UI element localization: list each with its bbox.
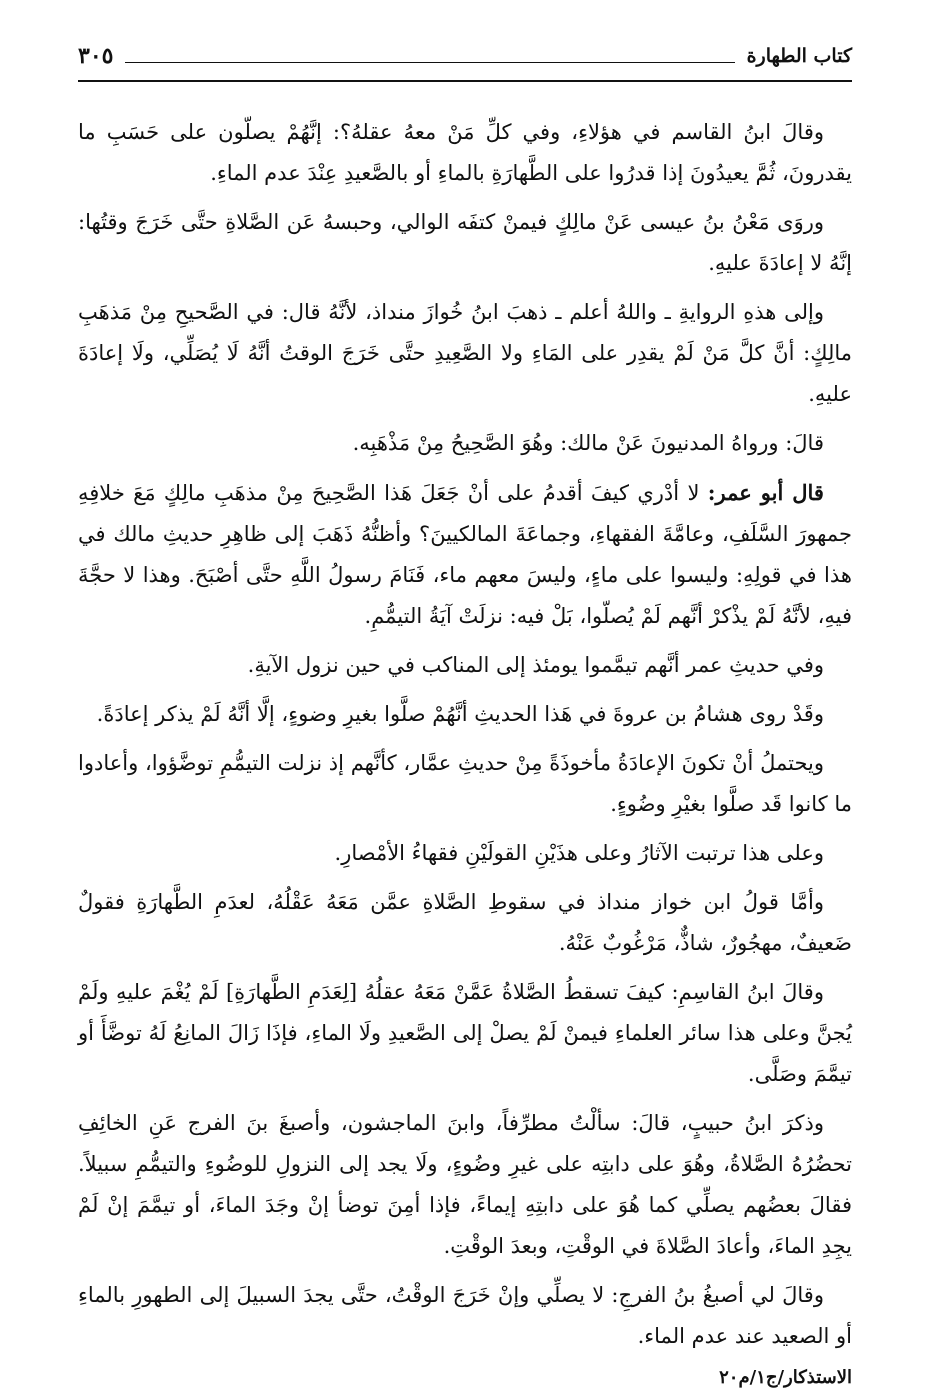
paragraph: قال أبو عمر: لا أدْري كيفَ أقدمُ على أنْ جَعَلَ هَذا الصَّحِيحَ مِنْ مذهَبِ مالِكٍ مَعَ خلافِهِ جمهورَ السَّلَفِ، وعامَّةَ الفقهاءِ، وجماعَةَ المالكيينَ؟ وأظنُّهُ ذَهَبَ إلى ظاهِرِ حديثِ مالك في هذا في قولِهِ: وليسوا على ماءٍ، وليسَ معهم ماء، فَنَامَ رسولُ اللَّهِ حتَّى أصْبَحَ. وهذا لا حجَّةَ فيهِ، لأنَّهُ لَمْ يذْكرْ أنَّهم لَمْ يُصلّوا، بَلْ فيه: نزلَتْ آيَةُ التيمُّمِ. xyxy=(78,480,852,628)
paragraph: وقَدْ روى هشامُ بن عروةَ في هَذا الحديثِ أنَّهُمْ صلَّوا بغيرِ وضوءٍ، إلَّا أنَّهُ لَمْ يذكر إعادَةً. xyxy=(96,702,824,726)
paragraph: ويحتملُ أنْ تكونَ الإعادَةُ مأخوذَةً مِنْ حديثِ عمَّار، كأنَّهم إذ نزلت التيمُّمِ توضَّؤوا، وأعادوا ما كانوا قَد صلَّوا بغيْرِ وضُوءٍ. xyxy=(78,751,852,816)
paragraph: وروَى مَعْنُ بنُ عيسى عَنْ مالِكٍ فيمنْ كتفَه الوالي، وحبسهُ عَن الصَّلاةِ حتَّى خَرَجَ وقتُها: إنَّهُ لا إعادَةَ عليهِ. xyxy=(78,210,852,275)
paragraph: وقالَ ابنُ القاسم في هؤلاءِ، وفي كلِّ مَنْ معهُ عقلهُ؟: إنَّهُمْ يصلّون على حَسَبِ ما يقدرونَ، ثُمَّ يعيدُونَ إذا قدرُوا على الطَّهارَةِ بالماءِ أو بالصَّعيدِ عِنْدَ عدم الماءِ. xyxy=(78,120,852,185)
main-text xyxy=(78,112,852,1365)
paragraph: وقالَ ابنُ القاسِمِ: كيفَ تسقطُ الصَّلاةُ عَمَّنْ مَعَهُ عقلُهُ [لِعَدَمِ الطَّهارَةِ] لَمْ يُغْمَ عليهِ ولَمْ يُجنَّ وعلى هذا سائر العلماءِ فيمنْ لَمْ يصلْ إلى الصَّعيدِ ولَا الماءِ، فإذَا زَالَ المانِعُ لَهُ توضَّأَ أو تيمَّمَ وصَلَّى. xyxy=(78,980,852,1086)
paragraph: وأمَّا قولُ ابن خواز منداذ في سقوطِ الصَّلاةِ عمَّن مَعَهُ عَقْلُهُ، لعدَمِ الطَّهارَةِ فقولٌ ضَعيفٌ، مهجُورٌ، شاذٌّ، مَرْغُوبٌ عَنْهُ. xyxy=(78,890,852,955)
paragraph: وقالَ لي أصبغُ بنُ الفرجِ: لا يصلِّي وإنْ خَرَجَ الوقْتُ، حتَّى يجدَ السبيلَ إلى الطهورِ بالماءِ أو الصعيد عند عدم الماء. xyxy=(78,1283,852,1348)
speaker-label: قال أبو عمر: xyxy=(707,480,824,505)
printer-signature: الاستذكار/ج١/م٢٠ xyxy=(719,1367,852,1388)
running-title: كتاب الطهارة xyxy=(746,45,852,67)
paragraph: وفي حديثِ عمر أنَّهم تيمَّموا يومئذ إلى المناكب في حين نزول الآيةِ. xyxy=(247,653,824,677)
header-leader-line xyxy=(125,62,734,63)
page-header xyxy=(78,38,852,74)
page-number: ٣٠٥ xyxy=(78,43,114,69)
paragraph: وإلى هذهِ الروايةِ ـ واللهُ أعلم ـ ذهبَ ابنُ خُوازَ منداذ، لأنَّهُ قال: في الصَّحيحِ مِنْ مَذهَبِ مالِكٍ: أنَّ كلَّ مَنْ لَمْ يقدِر على المَاءِ ولا الصَّعِيدِ حتَّى خَرَجَ الوقتُ أنَّهُ لَا يُصَلِّي، ولَا إعادَةَ عليهِ. xyxy=(78,300,852,406)
paragraph: وعلى هذا ترتبت الآثارُ وعلى هذَيْنِ القولَيْنِ فقهاءُ الأمْصارِ. xyxy=(334,841,824,865)
paragraph: وذكرَ ابنُ حبيبٍ، قالَ: سألْتُ مطرِّفاً، وابنَ الماجشون، وأصبغَ بنَ الفرج عَنِ الخائِفِ تحضُرُهُ الصَّلاةُ، وهُوَ على دابتِه على غيرِ وضُوءٍ، ولَا يجد إلى النزولِ للوضُوءِ والتيمُّمِ سبيلاً. فقالَ بعضُهم يصلِّي كما هُوَ على دابتِهِ إيماءً، فإذا أمِنَ توضأ إنْ وجَدَ الماءَ، أو تيمَّمَ إنْ لَمْ يجِدِ الماءَ، وأعادَ الصَّلاةَ في الوقْتِ، وبعدَ الوقْتِ. xyxy=(78,1111,852,1258)
header-rule xyxy=(78,80,852,82)
paragraph: قالَ: ورواهُ المدنيونَ عَنْ مالك: وهُوَ الصَّحِيحُ مِنْ مَذْهَبِه. xyxy=(352,431,824,455)
